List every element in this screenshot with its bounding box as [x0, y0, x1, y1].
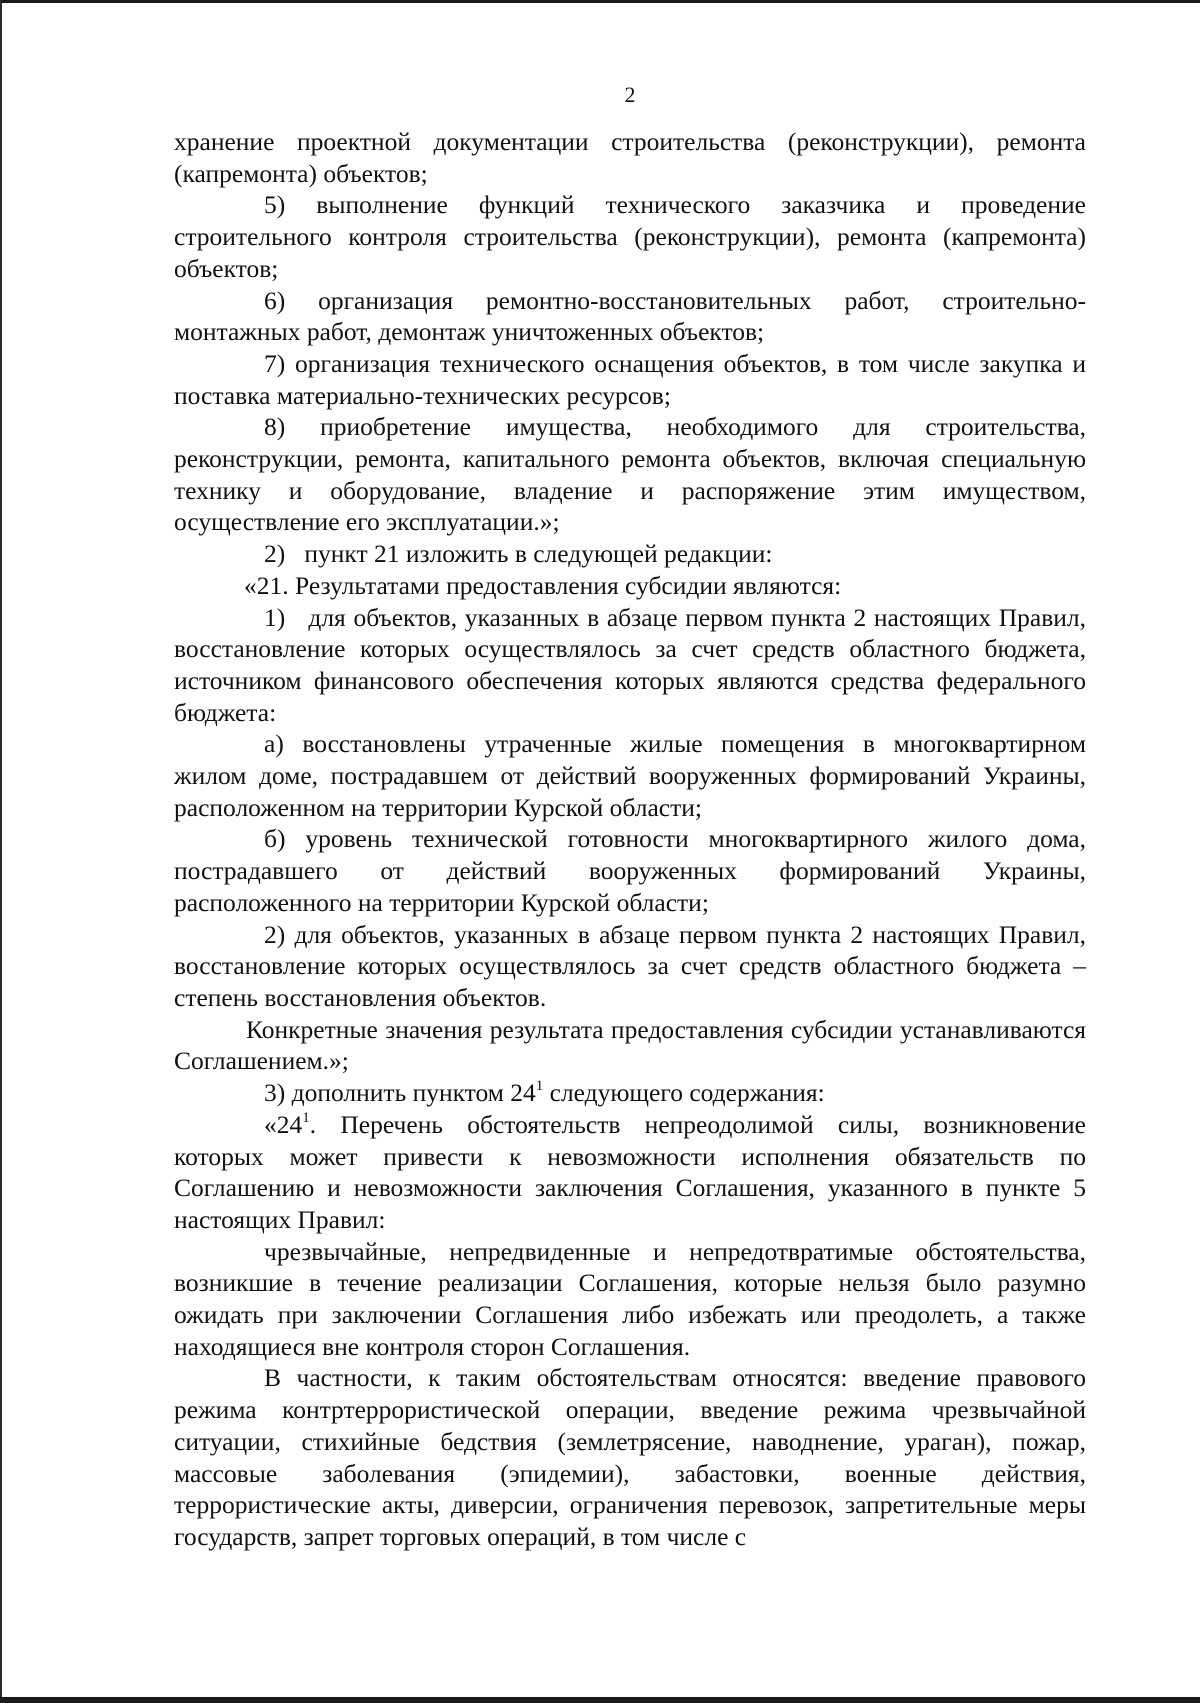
paragraph-storage-continuation: хранение проектной документации строительства (реконструкции), ремонта (капремонта) объектов;	[174, 127, 1086, 188]
paragraph-result-1: 1) для объектов, указанных в абзаце первом пункта 2 настоящих Правил, восстановление которых осуществлялось за счет средств областного бюджета, источником финансового обеспечения которых являются средства федерального бюджета:	[174, 602, 1086, 727]
page-number: 2	[624, 82, 636, 107]
paragraph-result-2: 2) для объектов, указанных в абзаце первом пункта 2 настоящих Правил, восстановление которых осуществлялось за счет средств областного бюджета – степень восстановления объектов.	[174, 919, 1086, 1012]
page-edge-top	[0, 0, 1200, 3]
paragraph-amend-point-24-1	[174, 1077, 1086, 1109]
page-edge-left	[0, 0, 2, 1703]
paragraph-item-7: 7) организация технического оснащения объектов, в том числе закупка и поставка материально-технических ресурсов;	[174, 348, 1086, 410]
paragraph-result-1a: а) восстановлены утраченные жилые помещения в многоквартирном жилом доме, пострадавшем от действий вооруженных формирований Украины, расположенном на территории Курской области;	[174, 729, 1086, 822]
document-body	[174, 126, 1086, 1553]
paragraph-item-5: 5) выполнение функций технического заказчика и проведение строительного контроля строительства (реконструкции), ремонта (капремонта) объектов;	[174, 190, 1086, 283]
amend-point-24-tail: следующего содержания:	[549, 1078, 825, 1108]
paragraph-force-majeure-definition: чрезвычайные, непредвиденные и непредотвратимые обстоятельства, возникшие в течение реализации Соглашения, которые нельзя было разумно ожидать при заключении Соглашения либо избежать или преодолеть, а также находящиеся вне контроля сторон Соглашения.	[174, 1236, 1086, 1361]
paragraph-result-1b: б) уровень технической готовности многоквартирного жилого дома, пострадавшего от действий вооруженных формирований Украины, расположенного на территории Курской области;	[174, 824, 1086, 917]
paragraph-amend-point-21: 2) пункт 21 изложить в следующей редакции:	[264, 539, 773, 569]
paragraph-item-8: 8) приобретение имущества, необходимого для строительства, реконструкции, ремонта, капитального ремонта объектов, включая специальную технику и оборудование, владение и распоряжение этим имуществом, осуществление его эксплуатации.»;	[174, 412, 1086, 537]
point-24-text: . Перечень обстоятельств непреодолимой силы, возникновение которых может привести к невозможности исполнения обязательств по Соглашению и невозможности заключения Соглашения, указанного в пункте 5 настоящих Правил:	[174, 1109, 1086, 1234]
superscript-index: 1	[535, 1078, 544, 1095]
paragraph-force-majeure-examples: В частности, к таким обстоятельствам относятся: введение правового режима контртеррористической операции, введение режима чрезвычайной ситуации, стихийные бедствия (землетрясение, наводнение, ураган), пожар, массовые заболевания (эпидемии), забастовки, военные действия, террористические акты, диверсии, ограничения перевозок, запретительные меры государств, запрет торговых операций, в том числе с	[174, 1363, 1086, 1551]
page-edge-bottom	[0, 1697, 1200, 1703]
point-24-label: «24	[264, 1109, 303, 1139]
paragraph-specific-values: Конкретные значения результата предоставления субсидии устанавливаются Соглашением.»;	[174, 1014, 1086, 1076]
superscript-index-2: 1	[302, 1109, 310, 1126]
amend-point-24-text: 3) дополнить пунктом 24	[264, 1078, 536, 1108]
paragraph-item-6: 6) организация ремонтно-восстановительных работ, строительно-монтажных работ, демонтаж уничтоженных объектов;	[174, 285, 1086, 347]
paragraph-point-24-1-heading	[174, 1109, 1086, 1236]
paragraph-point-21-heading: «21. Результатами предоставления субсидии являются:	[244, 570, 842, 600]
